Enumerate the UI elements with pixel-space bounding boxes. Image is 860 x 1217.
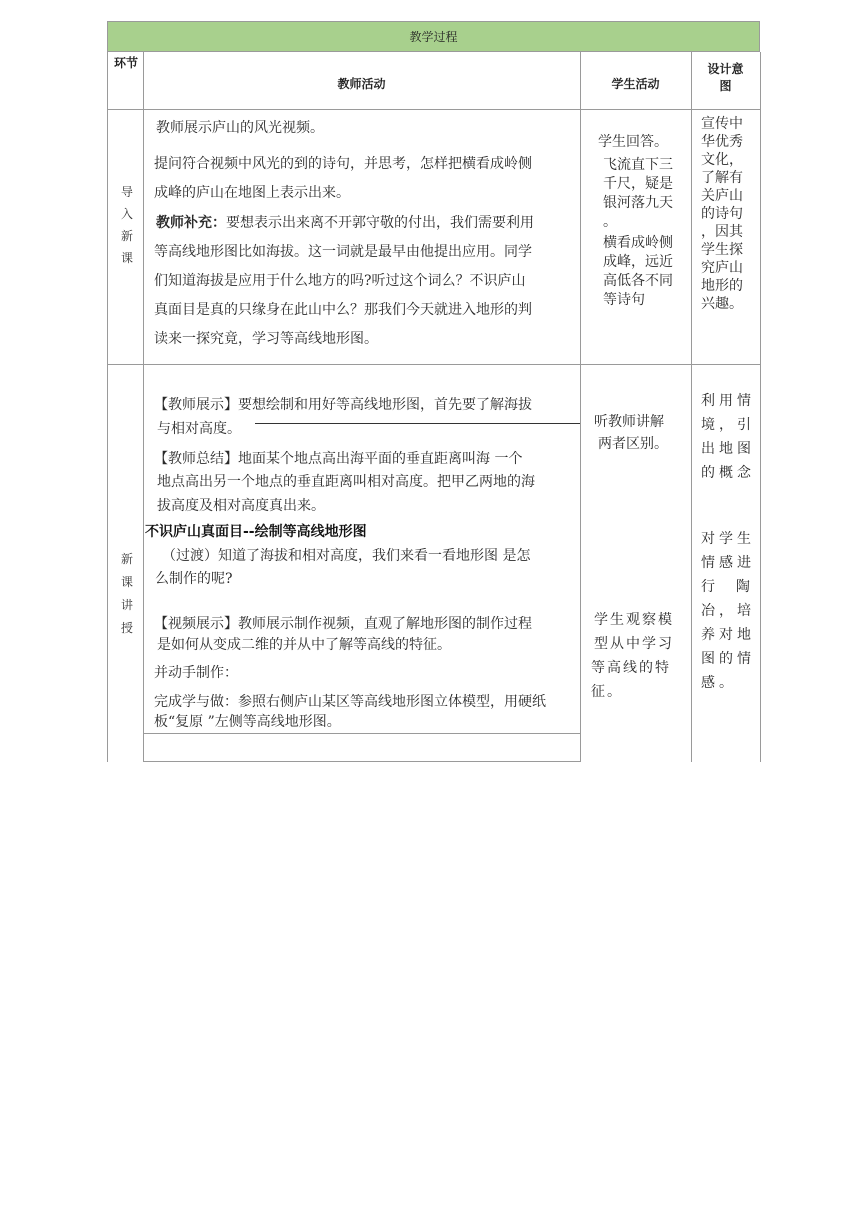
intro-design-l11: 兴趣。 [701, 296, 743, 312]
new-teacher-e: 并动手制作： [154, 665, 238, 681]
intro-teacher-p3-l4: 真面目是真的只缘身在此山中么？那我们今天就进入地形的判 [154, 302, 532, 318]
underline-rule [255, 423, 580, 424]
new-design-b-l4: 冶，培 [701, 603, 755, 619]
stage-intro-text: 导入新课 [120, 185, 133, 265]
new-student-b-l4: 征。 [591, 684, 623, 700]
new-teacher-c-l1: （过渡）知道了海拔和相对高度，我们来看一看地形图 是怎 [162, 548, 531, 564]
intro-design-l9: 究庐山 [701, 260, 743, 276]
new-teacher-b-l1: 【教师总结】地面某个地点高出海平面的垂直距离叫海 一个 [154, 451, 523, 467]
intro-design-l3: 文化， [701, 152, 743, 168]
col-line-stage [143, 52, 144, 762]
new-student-a-l2: 两者区别。 [598, 436, 668, 452]
intro-design-l7: ，因其 [701, 224, 743, 240]
intro-design-l5: 关庐山 [701, 188, 743, 204]
col-line-student [691, 52, 692, 762]
intro-student-l7: 成峰，远近 [603, 254, 673, 270]
new-design-b [701, 527, 757, 695]
col-line-right [760, 52, 761, 762]
intro-teacher-p2-l2: 成峰的庐山在地图上表示出来。 [154, 185, 350, 201]
new-teacher-b-l3: 拔高度及相对高度真出来。 [157, 498, 325, 514]
intro-teacher-p3-l2: 等高线地形图比如海拔。这一词就是最早由他提出应用。同学 [154, 244, 532, 260]
new-teacher-d-l1: 【视频展示】教师展示制作视频，直观了解地形图的制作过程 [154, 616, 532, 632]
new-design-a-l1: 利用情 [701, 393, 755, 409]
intro-design [701, 115, 743, 313]
new-design-a-l3: 出地图 [701, 441, 755, 457]
intro-teacher-p1: 教师展示庐山的风光视频。 [156, 120, 324, 136]
new-student-b [591, 608, 679, 704]
new-design-a-l2: 境，引 [701, 417, 755, 433]
intro-design-l1: 宣传中 [701, 116, 743, 132]
new-student-b-l3: 等高线的特 [591, 660, 671, 676]
header-design-line1: 设计意 [707, 62, 744, 76]
new-design-b-l2: 情感进 [701, 555, 755, 571]
new-design-b-l3: 行 陶 [701, 579, 754, 595]
new-student-a [594, 411, 668, 455]
col-line-left [107, 52, 108, 762]
new-design-b-l1: 对学生 [701, 531, 755, 547]
intro-design-l2: 华优秀 [701, 134, 743, 150]
header-design [691, 61, 760, 95]
intro-student-l9: 等诗句 [603, 292, 645, 308]
table-title: 教学过程 [409, 30, 458, 44]
header-student: 学生活动 [611, 77, 660, 91]
new-design-a-l4: 的概念 [701, 465, 755, 481]
new-section-title: 不识庐山真面目--绘制等高线地形图 [145, 524, 367, 540]
intro-student-l6: 横看成岭侧 [603, 235, 673, 251]
new-teacher-a-l1: 【教师展示】要想绘制和用好等高线地形图，首先要了解海拔 [154, 397, 532, 413]
new-teacher-c-l2: 么制作的呢? [155, 571, 233, 587]
intro-student-l3: 千尺，疑是 [603, 176, 673, 192]
row-divider-header [107, 109, 761, 110]
intro-design-l8: 学生探 [701, 242, 743, 258]
intro-design-l4: 了解有 [701, 170, 743, 186]
new-design-b-l6: 图的情 [701, 651, 755, 667]
intro-design-l10: 地形的 [701, 278, 743, 294]
table-title-bar [107, 21, 760, 52]
stage-newlesson-label [119, 548, 135, 640]
header-stage-text: 环节 [113, 56, 138, 70]
new-teacher-f-l2: 板“复原 ”左侧等高线地形图。 [154, 714, 341, 730]
new-design-a [701, 389, 757, 485]
header-teacher: 教师活动 [337, 77, 386, 91]
intro-teacher-p3-l1 [156, 210, 534, 236]
new-design-b-l7: 感。 [701, 675, 737, 691]
new-teacher-f-l1: 完成学与做：参照右侧庐山某区等高线地形图立体模型，用硬纸 [154, 694, 546, 710]
intro-student-l1: 学生回答。 [598, 134, 668, 150]
intro-design-l6: 的诗句 [701, 206, 743, 222]
new-teacher-b-l2: 地点高出另一个地点的垂直距离叫相对高度。把甲乙两地的海 [157, 474, 535, 490]
header-stage [110, 56, 142, 70]
stage-newlesson-text: 新课讲授 [120, 552, 133, 635]
bottom-line-teacher [143, 761, 581, 762]
intro-teacher-p3-l5: 读来一探究竟，学习等高线地形图。 [154, 331, 378, 347]
new-student-b-l1: 学生观察模 [594, 612, 674, 628]
intro-teacher-p3-l3: 们知道海拔是应用于什么地方的吗?听过这个词么？不识庐山 [154, 273, 526, 289]
header-design-line2: 图 [719, 79, 732, 93]
intro-student-l2: 飞流直下三 [603, 157, 673, 173]
new-teacher-d-l2: 是如何从变成二维的并从中了解等高线的特征。 [157, 637, 451, 653]
new-teacher-a-l2: 与相对高度。 [157, 421, 241, 437]
new-student-b-l2: 型从中学习 [594, 636, 674, 652]
col-line-teacher [580, 52, 581, 762]
new-student-a-l1: 听教师讲解 [594, 414, 664, 430]
intro-teacher-p3-l1-text: 要想表示出来离不开郭守敬的付出，我们需要利用 [226, 215, 534, 231]
intro-student-l4: 银河落九天 [603, 195, 673, 211]
row-divider-intro [107, 364, 761, 365]
stage-intro-label [119, 181, 135, 269]
intro-teacher-supplement-lead: 教师补充： [156, 215, 226, 231]
intro-teacher-p2-l1: 提问符合视频中风光的到的诗句，并思考，怎样把横看成岭侧 [154, 156, 532, 172]
new-design-b-l5: 养对地 [701, 627, 755, 643]
intro-student-l8: 高低各不同 [603, 273, 673, 289]
intro-student-l5: 。 [603, 214, 617, 230]
